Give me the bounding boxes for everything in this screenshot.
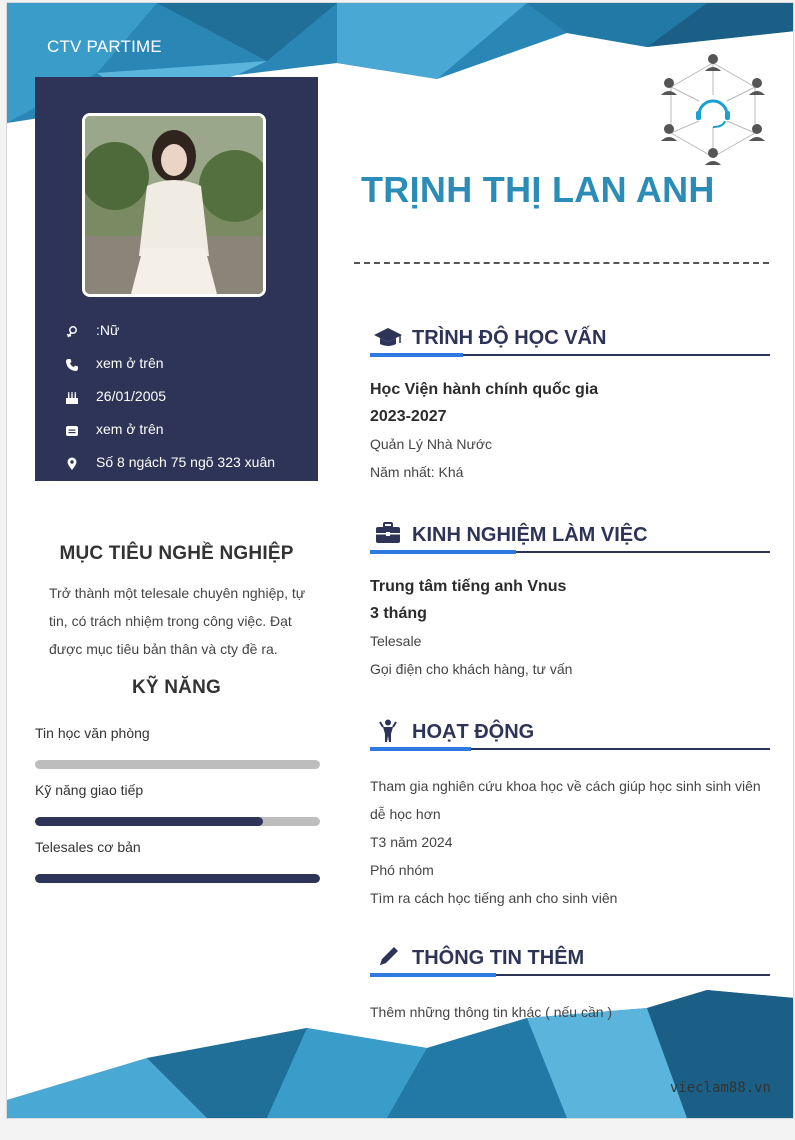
birthday-value: 26/01/2005 bbox=[96, 388, 167, 404]
education-note: Năm nhất: Khá bbox=[370, 464, 464, 480]
education-period: 2023-2027 bbox=[370, 408, 447, 425]
activity-description: Tham gia nghiên cứu khoa học về cách giúp học sinh sinh viên dễ học hơn bbox=[370, 778, 761, 822]
experience-position: Telesale bbox=[370, 633, 422, 649]
gender-value: :Nữ bbox=[96, 322, 120, 338]
skill-bar bbox=[35, 760, 320, 769]
skill-bar-fill bbox=[35, 817, 263, 826]
contact-email bbox=[35, 420, 318, 448]
avatar-photo bbox=[85, 116, 263, 294]
experience-section bbox=[370, 522, 770, 683]
objective-title: MỤC TIÊU NGHỀ NGHIỆP bbox=[59, 543, 294, 564]
education-title: TRÌNH ĐỘ HỌC VẤN bbox=[412, 327, 607, 349]
birthday-cake-icon bbox=[65, 391, 79, 405]
email-icon bbox=[65, 424, 79, 438]
experience-title: KINH NGHIỆM LÀM VIỆC bbox=[412, 524, 648, 546]
person-icon bbox=[374, 719, 402, 743]
section-underline bbox=[370, 353, 770, 356]
graduation-cap-icon bbox=[374, 325, 402, 349]
skill-bar-fill bbox=[35, 874, 320, 883]
skill-name: Kỹ năng giao tiếp bbox=[35, 782, 144, 798]
additional-section bbox=[370, 945, 770, 1026]
school-name: Học Viện hành chính quốc gia bbox=[370, 381, 599, 398]
additional-title: THÔNG TIN THÊM bbox=[412, 947, 585, 969]
profile-sidebar bbox=[35, 77, 318, 481]
additional-text: Thêm những thông tin khác ( nếu cần ) bbox=[370, 1004, 613, 1020]
education-section bbox=[370, 325, 770, 486]
contact-birthday bbox=[35, 387, 318, 415]
briefcase-icon bbox=[374, 522, 402, 546]
address-value: Số 8 ngách 75 ngõ 323 xuân bbox=[96, 454, 276, 470]
activities-title: HOẠT ĐỘNG bbox=[412, 721, 535, 743]
skill-bar bbox=[35, 817, 320, 826]
cv-position-label: CTV PARTIME bbox=[47, 37, 162, 56]
experience-duration: 3 tháng bbox=[370, 605, 427, 622]
pencil-icon bbox=[374, 945, 402, 969]
section-underline bbox=[370, 747, 770, 750]
education-major: Quản Lý Nhà Nước bbox=[370, 436, 493, 452]
contact-phone bbox=[35, 354, 318, 382]
activity-date: T3 năm 2024 bbox=[370, 834, 453, 850]
location-pin-icon bbox=[65, 457, 79, 471]
skill-name: Tin học văn phòng bbox=[35, 725, 150, 741]
customer-support-network-icon bbox=[653, 49, 773, 169]
experience-description: Gọi điện cho khách hàng, tư vấn bbox=[370, 661, 573, 677]
objective-text: Trở thành một telesale chuyên nghiệp, tự tin, có trách nhiệm trong công việc. Đạt được mục tiêu bản thân và cty đề ra. bbox=[49, 585, 306, 657]
phone-icon bbox=[65, 358, 79, 372]
phone-value: xem ở trên bbox=[96, 355, 164, 371]
skills-title: KỸ NĂNG bbox=[131, 677, 221, 698]
skill-name: Telesales cơ bản bbox=[35, 839, 141, 855]
skill-bar bbox=[35, 874, 320, 883]
activity-role: Phó nhóm bbox=[370, 862, 434, 878]
contact-address bbox=[35, 453, 318, 481]
email-value: xem ở trên bbox=[96, 421, 164, 437]
watermark: vieclam88.vn bbox=[669, 1080, 771, 1096]
contact-gender bbox=[35, 321, 318, 349]
activities-section bbox=[370, 719, 770, 912]
section-underline bbox=[370, 550, 770, 553]
avatar bbox=[82, 113, 266, 297]
cv-page bbox=[6, 2, 794, 1119]
candidate-name: TRỊNH THỊ LAN ANH bbox=[361, 169, 715, 210]
company-name: Trung tâm tiếng anh Vnus bbox=[370, 578, 567, 595]
activity-result: Tìm ra cách học tiếng anh cho sinh viên bbox=[370, 890, 618, 906]
section-underline bbox=[370, 973, 770, 976]
gender-icon bbox=[65, 325, 79, 339]
name-divider bbox=[354, 262, 769, 264]
